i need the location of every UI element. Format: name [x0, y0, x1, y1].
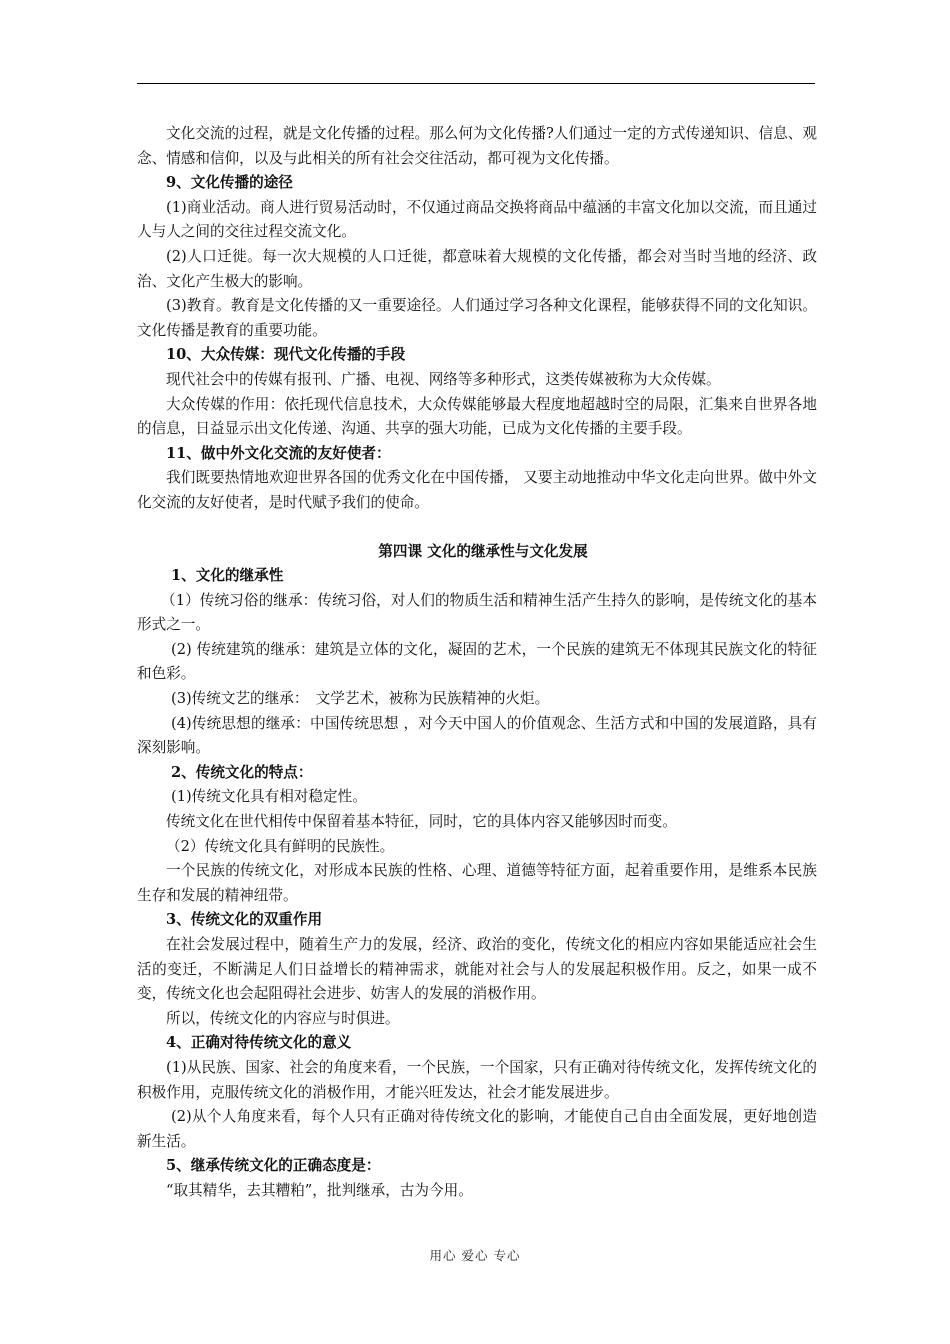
heading-lesson-5: 5、继承传统文化的正确态度是： — [166, 1157, 381, 1175]
heading-10: 10、大众传媒：现代文化传播的手段 — [166, 346, 406, 364]
paragraph-lesson-2-3: （2）传统文化具有鲜明的民族性。 — [166, 837, 395, 855]
paragraph-lesson-1-1: （1）传统习俗的继承：传统习俗，对人们的物质生活和精神生活产生持久的影响，是传统文化的基本形式之一。 — [137, 591, 817, 634]
paragraph-lesson-2-1: (1)传统文化具有相对稳定性。 — [171, 788, 367, 806]
page-footer: 用心 爱心 专心 — [429, 1248, 521, 1263]
heading-lesson-4: 4、正确对待传统文化的意义 — [166, 1034, 352, 1052]
document-body — [137, 122, 817, 1204]
header-rule — [137, 83, 815, 84]
paragraph-9-1: (1)商业活动。商人进行贸易活动时，不仅通过商品交换将商品中蕴涵的丰富文化加以交流，而且通过人与人之间的交往过程交流文化。 — [137, 198, 817, 241]
heading-lesson-3: 3、传统文化的双重作用 — [166, 911, 323, 929]
paragraph-lesson-3-2: 所以，传统文化的内容应与时俱进。 — [166, 1009, 400, 1027]
heading-lesson-1: 1、文化的继承性 — [171, 567, 284, 585]
paragraph-11-1: 我们既要热情地欢迎世界各国的优秀文化在中国传播， 又要主动地推动中华文化走向世界。做中外文化交流的友好使者，是时代赋予我们的使命。 — [137, 469, 817, 511]
paragraph-lesson-2-2: 传统文化在世代相传中保留着基本特征，同时，它的具体内容又能够因时而变。 — [166, 813, 677, 831]
paragraph-lesson-4-1: (1)从民族、国家、社会的角度来看，一个民族，一个国家，只有正确对待传统文化，发挥传统文化的积极作用，克服传统文化的消极作用，才能兴旺发达，社会才能发展进步。 — [137, 1058, 817, 1101]
paragraph-lesson-5-1: “取其精华，去其糟粕”，批判继承，古为今用。 — [166, 1181, 473, 1199]
paragraph-lesson-3-1: 在社会发展过程中，随着生产力的发展，经济、政治的变化，传统文化的相应内容如果能适应社会生活的变迁，不断满足人们日益增长的精神需求，就能对社会与人的发展起积极作用。反之，如果一成不变，传统文化也会起阻碍社会进步、妨害人的发展的消极作用。 — [137, 936, 817, 1003]
paragraph-9-3: (3)教育。教育是文化传播的又一重要途径。人们通过学习各种文化课程，能够获得不同的文化知识。文化传播是教育的重要功能。 — [137, 297, 817, 339]
paragraph-lesson-1-4: (4)传统思想的继承：中国传统思想 ，对今天中国人的价值观念、生活方式和中国的发展道路，具有深刻影响。 — [137, 714, 817, 757]
paragraph-lesson-1-2: (2) 传统建筑的继承：建筑是立体的文化，凝固的艺术，一个民族的建筑无不体现其民族文化的特征和色彩。 — [137, 640, 817, 683]
heading-lesson-2: 2、传统文化的特点： — [171, 763, 313, 781]
heading-9: 9、文化传播的途径 — [166, 174, 293, 192]
paragraph-lesson-2-4: 一个民族的传统文化，对形成本民族的性格、心理、道德等特征方面，起着重要作用，是维系本民族生存和发展的精神纽带。 — [137, 862, 817, 904]
paragraph-10-2: 大众传媒的作用：依托现代信息技术，大众传媒能够最大程度地超越时空的局限，汇集来自世界各地的信息，日益显示出文化传递、沟通、共享的强大功能，已成为文化传播的主要手段。 — [137, 395, 817, 438]
paragraph-10-1: 现代社会中的传媒有报刊、广播、电视、网络等多种形式，这类传媒被称为大众传媒。 — [166, 370, 721, 388]
paragraph-lesson-1-3: (3)传统文艺的继承： 文学艺术，被称为民族精神的火炬。 — [171, 690, 550, 708]
paragraph-lesson-4-2: (2)从个人角度来看，每个人只有正确对待传统文化的影响，才能使自己自由全面发展，更好地创造新生活。 — [137, 1108, 817, 1150]
lesson-title: 第四课 文化的继承性与文化发展 — [378, 542, 588, 560]
paragraph-cultural-exchange: 文化交流的过程，就是文化传播的过程。那么何为文化传播?人们通过一定的方式传递知识、信息、观念、情感和信仰，以及与此相关的所有社会交往活动，都可视为文化传播。 — [137, 125, 817, 167]
paragraph-9-2: (2)人口迁徙。每一次大规模的人口迁徙，都意味着大规模的文化传播，都会对当时当地的经济、政治、文化产生极大的影响。 — [137, 247, 817, 290]
heading-11: 11、做中外文化交流的友好使者： — [166, 444, 391, 462]
